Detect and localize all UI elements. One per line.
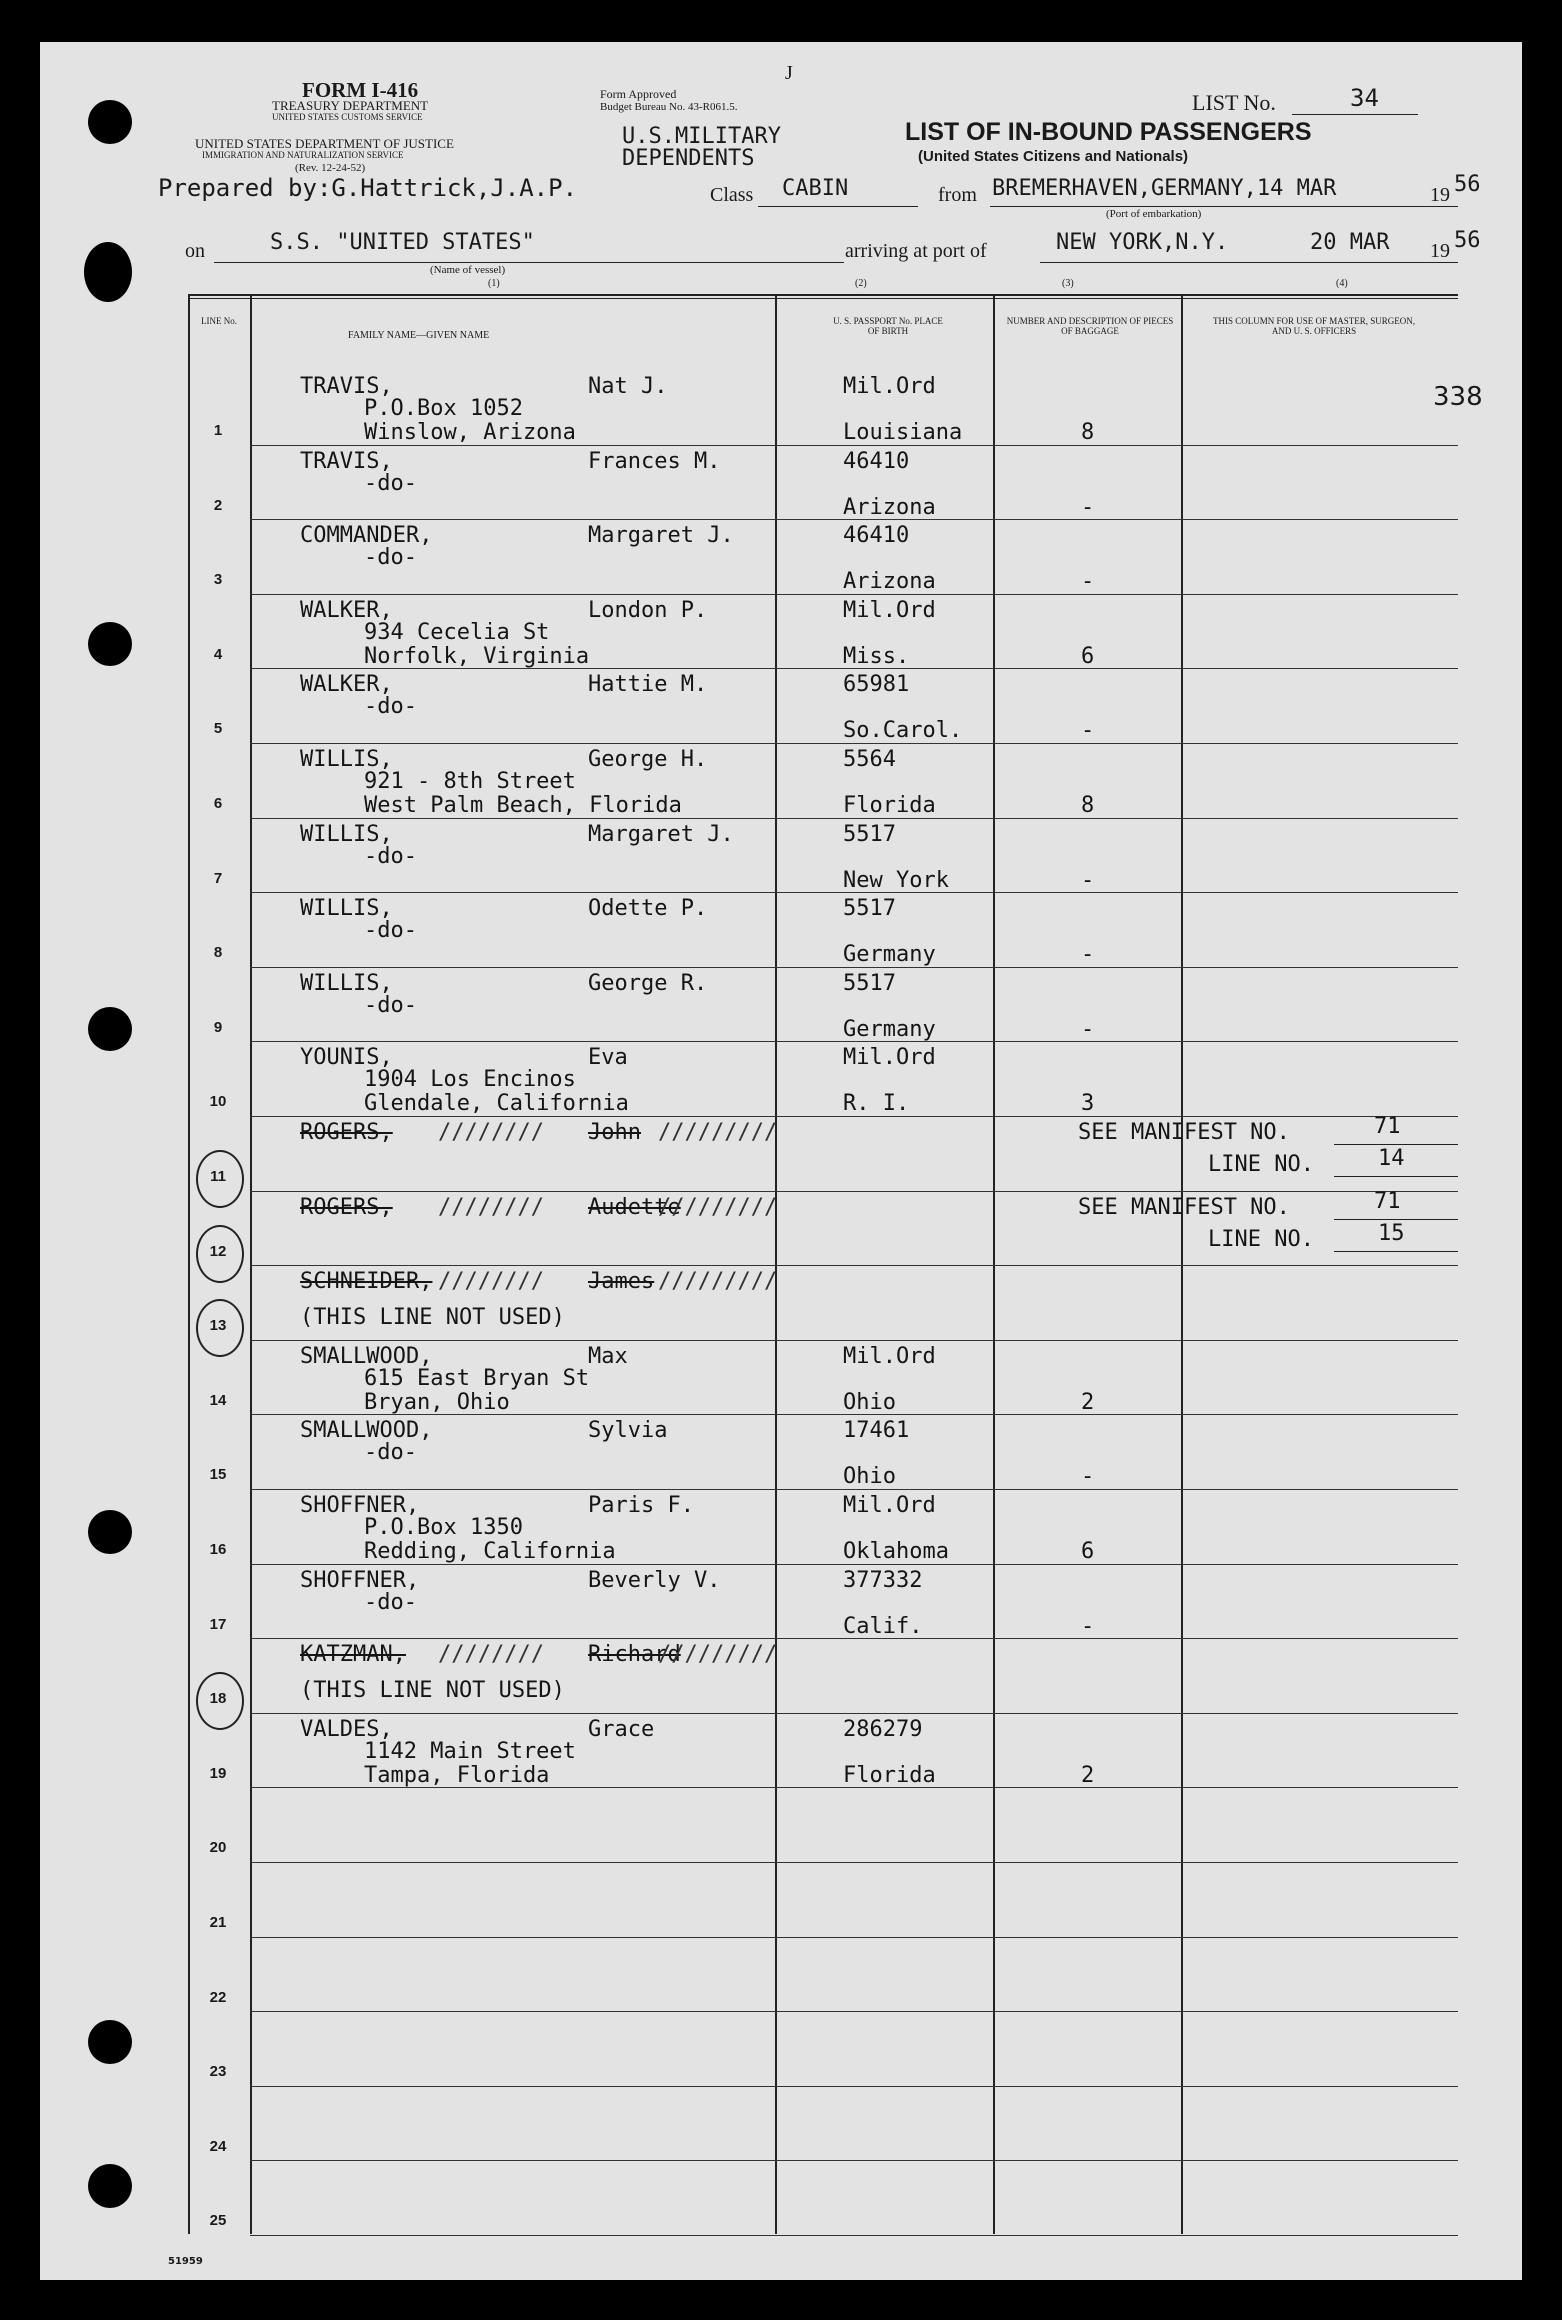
passenger-address-line2: Winslow, Arizona [364, 420, 576, 445]
line-number: 19 [209, 1764, 227, 1782]
line-number: 5 [213, 720, 223, 738]
passenger-family-name: WILLIS, [300, 821, 393, 847]
passenger-family-name: KATZMAN, [300, 1642, 406, 1668]
passport-number: Mil.Ord [843, 374, 936, 399]
row-divider [250, 1340, 1458, 1341]
passenger-family-name: WILLIS, [300, 747, 393, 772]
line-number: 21 [209, 1914, 227, 1931]
place-of-birth: Miss. [843, 643, 910, 669]
line-number: 22 [209, 1988, 227, 2006]
manifest-number: 71 [1374, 1114, 1401, 1139]
passenger-family-name: TRAVIS, [300, 374, 393, 399]
passenger-family-name: ROGERS, [300, 1194, 393, 1220]
place-of-birth: Ohio [843, 1464, 896, 1490]
row-divider [250, 2160, 1458, 2161]
arrival-port: NEW YORK,N.Y. [1056, 230, 1229, 255]
passenger-family-name: VALDES, [300, 1716, 393, 1742]
passport-number: 5517 [843, 970, 896, 996]
line-number: 1 [213, 422, 223, 439]
strikeout-mark: ///////// [658, 1642, 778, 1668]
baggage-count: - [1081, 718, 1095, 744]
manifest-number: 71 [1374, 1188, 1401, 1214]
passenger-family-name: SCHNEIDER, [300, 1269, 433, 1295]
row-divider [250, 1713, 1458, 1714]
row-divider [250, 1191, 1458, 1192]
passenger-address-line1: 921 - 8th Street [364, 769, 576, 794]
passenger-given-name: Margaret J. [588, 821, 734, 847]
line-number: 16 [209, 1541, 227, 1558]
passenger-family-name: WALKER, [300, 597, 393, 623]
header-line-no: LINE No. [201, 316, 237, 326]
passenger-given-name: Nat J. [588, 374, 668, 399]
passport-number: 5517 [843, 821, 896, 847]
form-approved: Form Approved [600, 87, 677, 101]
baggage-count: 2 [1081, 1762, 1095, 1788]
passenger-address-line1: -do- [364, 1589, 417, 1615]
arrival-date: 20 MAR [1310, 230, 1390, 255]
passenger-family-name: SMALLWOOD, [300, 1343, 433, 1369]
passenger-given-name: James [588, 1269, 655, 1295]
passport-number: 377332 [843, 1567, 923, 1593]
passenger-address-line1: 615 East Bryan St [364, 1365, 590, 1391]
passport-number: Mil.Ord [843, 1343, 936, 1369]
line-number: 8 [213, 944, 223, 962]
line-circle [196, 1672, 244, 1730]
place-of-birth: Arizona [843, 494, 936, 520]
on-label: on [185, 240, 205, 262]
passport-number: Mil.Ord [843, 597, 936, 623]
manifest-page [40, 42, 1522, 2280]
baggage-count: 3 [1081, 1091, 1095, 1117]
line-circle [196, 1150, 244, 1208]
passenger-given-name: John [588, 1120, 641, 1145]
manifest-line-label: LINE NO. [1208, 1226, 1314, 1252]
baggage-count: 6 [1081, 1539, 1095, 1564]
header-passport: U. S. PASSPORT No. PLACE OF BIRTH [833, 316, 943, 336]
col4-num: (4) [1336, 278, 1348, 289]
baggage-count: 8 [1081, 793, 1095, 818]
passenger-address-line2: West Palm Beach, Florida [364, 793, 682, 818]
passenger-family-name: WILLIS, [300, 896, 393, 922]
line-number: 11 [210, 1168, 226, 1185]
passenger-address-line2: Bryan, Ohio [364, 1389, 510, 1415]
line-circle [196, 1225, 244, 1283]
line-circle [196, 1299, 244, 1357]
line-number: 15 [209, 1466, 227, 1484]
manifest-line-label: LINE NO. [1208, 1152, 1314, 1177]
passenger-given-name: Odette P. [588, 896, 708, 922]
vessel-note: (Name of vessel) [430, 264, 506, 276]
punch-hole [88, 2164, 132, 2208]
from-value: BREMERHAVEN,GERMANY,14 MAR [992, 176, 1337, 201]
punch-hole [88, 1007, 132, 1051]
row-divider [250, 1937, 1458, 1938]
passport-number: 5564 [843, 747, 896, 772]
passenger-given-name: London P. [588, 597, 708, 623]
row-divider [250, 2011, 1458, 2012]
manifest-line-number: 14 [1378, 1146, 1405, 1171]
list-no-value: 34 [1350, 84, 1379, 112]
passenger-family-name: COMMANDER, [300, 523, 433, 549]
passenger-table [168, 294, 1483, 2267]
prepared-by: Prepared by:G.Hattrick,J.A.P. [158, 174, 578, 202]
place-of-birth: R. I. [843, 1091, 910, 1117]
passenger-family-name: SHOFFNER, [300, 1567, 420, 1593]
treasury-label: TREASURY DEPARTMENT [272, 98, 429, 113]
passenger-given-name: Paris F. [588, 1493, 694, 1518]
strikeout-mark: //////// [438, 1194, 544, 1220]
line-number: 25 [209, 2212, 227, 2230]
passenger-address-line1: -do- [364, 1440, 417, 1466]
baggage-count: - [1081, 867, 1095, 893]
passport-number: 65981 [843, 672, 910, 698]
strikeout-mark: //////// [438, 1120, 544, 1145]
strikeout-mark: ///////// [658, 1194, 778, 1220]
baggage-count: - [1081, 494, 1095, 520]
immigration-label: IMMIGRATION AND NATURALIZATION SERVICE [202, 150, 404, 160]
place-of-birth: Arizona [843, 569, 936, 595]
passenger-given-name: Audette [588, 1194, 681, 1220]
passenger-family-name: YOUNIS, [300, 1045, 393, 1071]
passenger-given-name: Eva [588, 1045, 628, 1071]
place-of-birth: So.Carol. [843, 718, 963, 744]
passenger-given-name: George R. [588, 970, 708, 996]
line-number: 3 [213, 571, 223, 589]
passenger-given-name: Max [588, 1343, 628, 1369]
form-title: LIST OF IN-BOUND PASSENGERS [905, 118, 1312, 146]
col2-num: (2) [855, 278, 867, 289]
passenger-given-name: Margaret J. [588, 523, 734, 549]
place-of-birth: New York [843, 867, 949, 893]
punch-hole [88, 622, 132, 666]
passport-number: Mil.Ord [843, 1045, 936, 1071]
line-number: 4 [213, 645, 223, 663]
baggage-count: - [1081, 942, 1095, 968]
passenger-address-line2: Norfolk, Virginia [364, 643, 590, 669]
line-number: 9 [213, 1018, 223, 1036]
line-number: 12 [209, 1242, 227, 1260]
baggage-count: - [1081, 1464, 1095, 1490]
arrival-year: 56 [1454, 228, 1481, 253]
list-no-label: LIST No. [1192, 90, 1276, 115]
year-prefix-2: 19 [1430, 240, 1450, 262]
passenger-address-line2: Glendale, California [364, 1091, 629, 1117]
passport-number: 46410 [843, 523, 910, 549]
passenger-address-line1: -do- [364, 694, 417, 720]
manifest-line-number: 15 [1378, 1220, 1405, 1246]
place-of-birth: Louisiana [843, 420, 963, 445]
passenger-address-line1: -do- [364, 918, 417, 944]
baggage-count: - [1081, 1016, 1095, 1042]
vessel-name: S.S. "UNITED STATES" [270, 230, 535, 255]
punch-hole [88, 2020, 132, 2064]
strikeout-mark: ///////// [658, 1120, 778, 1145]
revision-label: (Rev. 12-24-52) [295, 162, 366, 174]
baggage-count: 2 [1081, 1389, 1095, 1415]
military-line1: U.S.MILITARY [622, 124, 781, 149]
line-number: 10 [209, 1093, 227, 1111]
strikeout-mark: //////// [438, 1269, 544, 1295]
line-number: 14 [209, 1391, 227, 1409]
port-embarkation-note: (Port of embarkation) [1106, 208, 1202, 220]
line-number: 23 [209, 2063, 227, 2081]
see-manifest-label: SEE MANIFEST NO. [1078, 1120, 1290, 1145]
line-number: 17 [209, 1615, 227, 1633]
passenger-address-line1: -do- [364, 992, 417, 1018]
line-number: 6 [213, 795, 223, 812]
place-of-birth: Florida [843, 1762, 936, 1788]
line-number: 7 [213, 869, 223, 887]
row-divider [250, 2086, 1458, 2087]
passenger-address-line1: (THIS LINE NOT USED) [300, 1305, 565, 1331]
passport-number: Mil.Ord [843, 1493, 936, 1518]
passenger-given-name: Sylvia [588, 1418, 668, 1444]
passenger-given-name: Beverly V. [588, 1567, 721, 1593]
passenger-given-name: Richard [588, 1642, 681, 1668]
passport-number: 286279 [843, 1716, 923, 1742]
passenger-address-line1: -do- [364, 470, 417, 496]
year-prefix: 19 [1430, 184, 1450, 206]
passenger-family-name: WILLIS, [300, 970, 393, 996]
passenger-given-name: Frances M. [588, 448, 721, 474]
officer-note: 338 [1433, 382, 1483, 412]
footer-code: 51959 [168, 2256, 203, 2267]
line-number: 13 [209, 1317, 227, 1335]
passenger-family-name: WALKER, [300, 672, 393, 698]
punch-hole [84, 242, 132, 302]
place-of-birth: Florida [843, 793, 936, 818]
passenger-given-name: Grace [588, 1716, 655, 1742]
baggage-count: 8 [1081, 420, 1095, 445]
line-number: 2 [213, 496, 223, 514]
passenger-given-name: George H. [588, 747, 708, 772]
passport-number: 17461 [843, 1418, 910, 1444]
form-number: FORM I-416 [302, 78, 419, 102]
passenger-address-line1: 934 Cecelia St [364, 619, 550, 645]
col3-num: (3) [1062, 278, 1074, 289]
arriving-label: arriving at port of [845, 240, 987, 262]
passenger-given-name: Hattie M. [588, 672, 708, 698]
from-label: from [938, 184, 977, 206]
punch-hole [88, 1510, 132, 1554]
passport-number: 46410 [843, 448, 910, 474]
place-of-birth: Calif. [843, 1613, 923, 1639]
passenger-address-line1: (THIS LINE NOT USED) [300, 1678, 565, 1704]
passenger-address-line1: P.O.Box 1350 [364, 1515, 523, 1540]
passenger-family-name: SMALLWOOD, [300, 1418, 433, 1444]
form-subtitle: (United States Citizens and Nationals) [918, 148, 1189, 165]
passenger-address-line1: -do- [364, 843, 417, 869]
col1-num: (1) [488, 278, 500, 289]
line-number: 20 [209, 1839, 227, 1857]
line-number: 18 [209, 1690, 227, 1708]
row-divider [250, 2235, 1458, 2236]
punch-hole [88, 100, 132, 144]
header-baggage: NUMBER AND DESCRIPTION OF PIECES OF BAGGAGE [1006, 316, 1174, 336]
header-officers: THIS COLUMN FOR USE OF MASTER, SURGEON, AND U. S. OFFICERS [1212, 316, 1416, 336]
from-year: 56 [1454, 172, 1481, 197]
class-label: Class [710, 184, 754, 206]
row-divider [250, 1265, 1458, 1266]
justice-label: UNITED STATES DEPARTMENT OF JUSTICE [195, 136, 454, 151]
strikeout-mark: ///////// [658, 1269, 778, 1295]
place-of-birth: Ohio [843, 1389, 896, 1415]
customs-label: UNITED STATES CUSTOMS SERVICE [272, 112, 423, 122]
passenger-family-name: ROGERS, [300, 1120, 393, 1145]
place-of-birth: Germany [843, 942, 936, 968]
baggage-count: 6 [1081, 643, 1095, 669]
place-of-birth: Germany [843, 1016, 936, 1042]
see-manifest-label: SEE MANIFEST NO. [1078, 1194, 1290, 1220]
class-value: CABIN [782, 176, 849, 201]
passport-number: 5517 [843, 896, 896, 922]
passenger-family-name: SHOFFNER, [300, 1493, 420, 1518]
baggage-count: - [1081, 569, 1095, 595]
passenger-address-line2: Tampa, Florida [364, 1762, 550, 1788]
passenger-family-name: TRAVIS, [300, 448, 393, 474]
military-line2: DEPENDENTS [622, 146, 755, 171]
passenger-address-line1: 1904 Los Encinos [364, 1067, 576, 1093]
baggage-count: - [1081, 1613, 1095, 1639]
passenger-address-line1: -do- [364, 545, 417, 571]
passenger-address-line2: Redding, California [364, 1539, 616, 1564]
passenger-address-line1: 1142 Main Street [364, 1738, 576, 1764]
strikeout-mark: //////// [438, 1642, 544, 1668]
passenger-address-line1: P.O.Box 1052 [364, 396, 523, 421]
row-divider [250, 1862, 1458, 1863]
budget-bureau: Budget Bureau No. 43-R061.5. [600, 101, 738, 113]
handwritten-mark: J [785, 62, 793, 84]
line-number: 24 [209, 2137, 227, 2155]
place-of-birth: Oklahoma [843, 1539, 949, 1564]
header-name: FAMILY NAME—GIVEN NAME [348, 330, 490, 341]
